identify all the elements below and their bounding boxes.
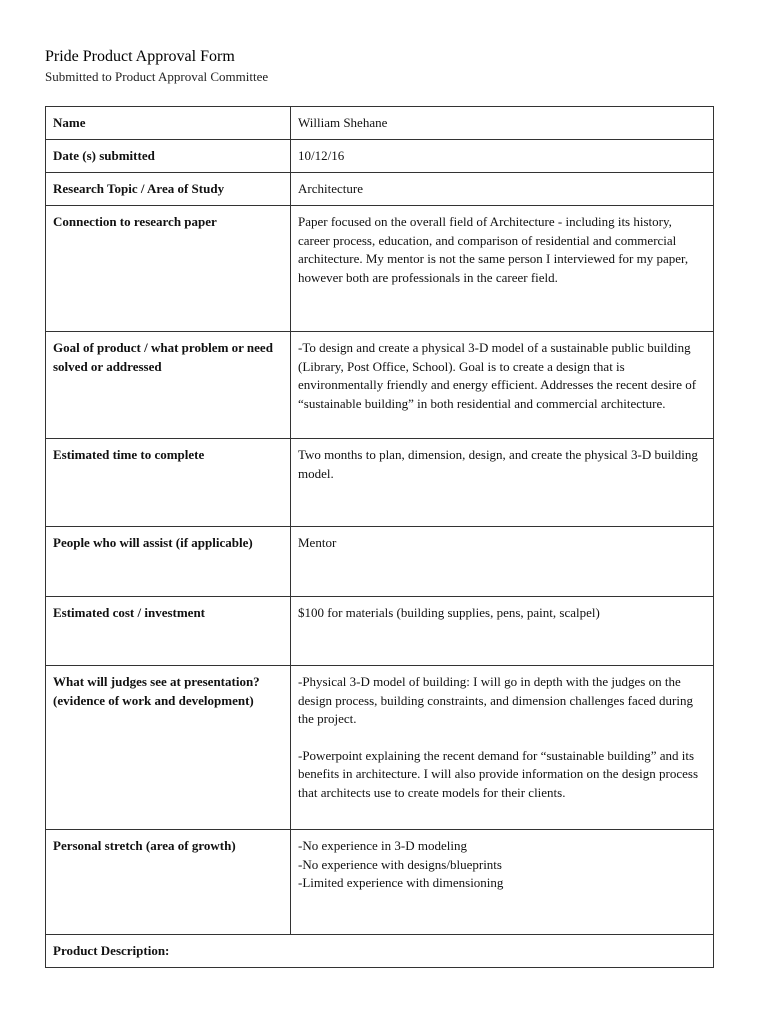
row-value-estimated-time: Two months to plan, dimension, design, and create the physical 3-D building model. — [291, 439, 714, 527]
row-value-personal-stretch — [291, 830, 714, 935]
row-label-date-submitted: Date (s) submitted — [46, 140, 291, 173]
table-row — [46, 173, 714, 206]
table-row — [46, 830, 714, 935]
stretch-item: -No experience with designs/blueprints — [298, 856, 502, 872]
table-row — [46, 527, 714, 597]
row-value-name: William Shehane — [291, 107, 714, 140]
table-row — [46, 206, 714, 332]
row-label-goal: Goal of product / what problem or need solved or addressed — [46, 332, 291, 439]
table-row — [46, 332, 714, 439]
row-value-goal: -To design and create a physical 3-D model of a sustainable public building (Library, Post Office, School). Goal is to create a design that is environmentally friendly and energy efficient. Addresses the recent desire of “sustainable building” in both residential and commercial architecture. — [291, 332, 714, 439]
form-title: Pride Product Approval Form — [45, 48, 235, 65]
judges-paragraph-powerpoint: -Powerpoint explaining the recent demand for “sustainable building” and its benefits in architecture. I will also provide information on the design process that architects use to create models for their clients. — [298, 747, 698, 800]
table-row — [46, 107, 714, 140]
row-label-name: Name — [46, 107, 291, 140]
table-row — [46, 439, 714, 527]
table-row — [46, 666, 714, 830]
row-label-people-assist: People who will assist (if applicable) — [46, 527, 291, 597]
row-value-people-assist: Mentor — [291, 527, 714, 597]
stretch-item: -No experience in 3-D modeling — [298, 838, 467, 853]
row-label-estimated-time: Estimated time to complete — [46, 439, 291, 527]
row-label-connection: Connection to research paper — [46, 206, 291, 332]
table-row — [46, 140, 714, 173]
row-label-research-topic: Research Topic / Area of Study — [46, 173, 291, 206]
row-value-research-topic: Architecture — [291, 173, 714, 206]
table-row — [46, 597, 714, 666]
row-value-estimated-cost: $100 for materials (building supplies, pens, paint, scalpel) — [291, 597, 714, 666]
row-label-product-description: Product Description: — [46, 935, 714, 968]
approval-form-table — [45, 106, 714, 968]
row-value-judges-see — [291, 666, 714, 830]
row-label-personal-stretch: Personal stretch (area of growth) — [46, 830, 291, 935]
table-row — [46, 935, 714, 968]
row-value-connection: Paper focused on the overall field of Architecture - including its history, career process, education, and comparison of residential and commercial architecture. My mentor is not the same person I interviewed for my paper, however both are professionals in the career field. — [291, 206, 714, 332]
judges-paragraph-model: -Physical 3-D model of building: I will go in depth with the judges on the design process, building constraints, and dimension challenges faced during the project. — [298, 674, 693, 726]
row-value-date-submitted: 10/12/16 — [291, 140, 714, 173]
stretch-item: -Limited experience with dimensioning — [298, 875, 504, 890]
form-subtitle: Submitted to Product Approval Committee — [45, 69, 269, 84]
row-label-estimated-cost: Estimated cost / investment — [46, 597, 291, 666]
row-label-judges-see: What will judges see at presentation? (evidence of work and development) — [46, 666, 291, 830]
